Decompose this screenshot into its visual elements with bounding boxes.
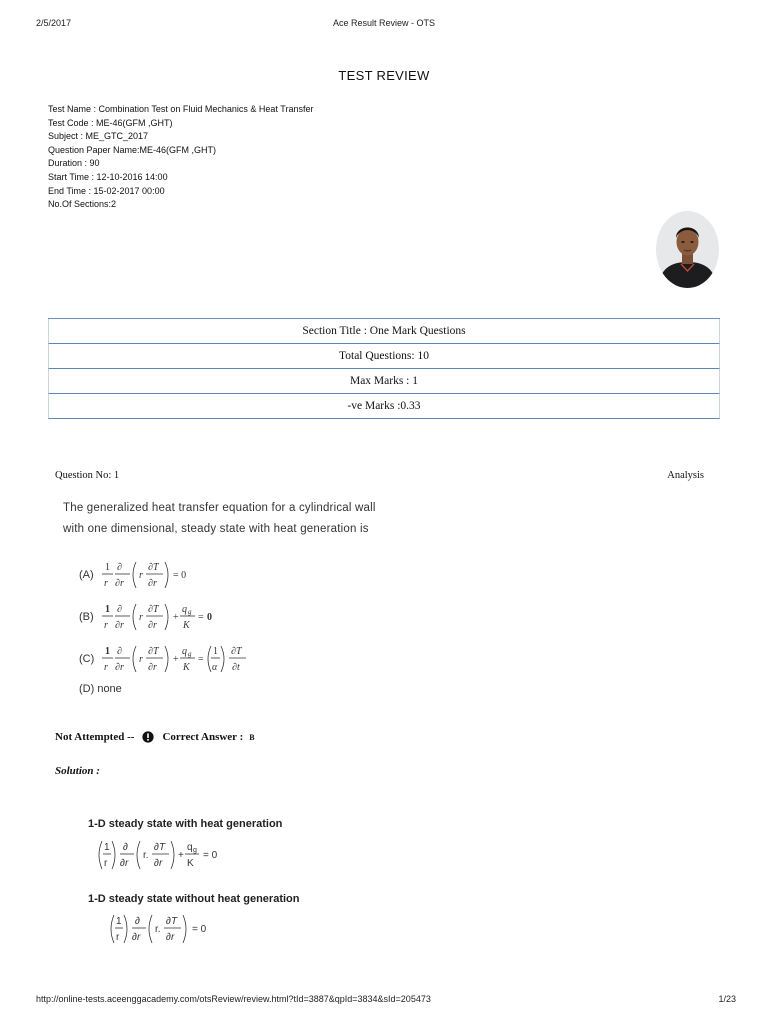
svg-text:g: g [188,608,192,616]
end-time: End Time : 15-02-2017 00:00 [48,185,165,196]
svg-text:r: r [104,858,108,869]
negative-marks: -ve Marks :0.33 [48,394,720,419]
svg-text:α: α [212,662,218,673]
svg-text:r.: r. [155,924,161,935]
svg-text:g: g [188,650,192,658]
svg-text:r: r [116,932,120,943]
svg-text:g: g [193,847,197,854]
solution-heading-without-generation: 1-D steady state without heat generation [88,893,300,905]
svg-text:r: r [104,578,108,589]
svg-text:∂: ∂ [117,562,122,573]
analysis-link[interactable]: Analysis [667,470,704,481]
svg-text:+: + [173,654,179,665]
svg-text:∂T: ∂T [148,604,159,615]
svg-text:∂T: ∂T [148,562,159,573]
svg-text:∂r: ∂r [148,662,157,673]
svg-text:∂T: ∂T [231,646,242,657]
svg-text:∂r: ∂r [148,620,157,631]
option-a-equation [101,558,191,594]
total-questions: Total Questions: 10 [48,344,720,369]
svg-text:r: r [139,570,143,581]
page-url: http://online-tests.aceenggacademy.com/otsReview/review.html?tId=3887&qpId=3834&sId=205473 [36,994,431,1004]
svg-text:r: r [139,612,143,623]
svg-text:q: q [182,604,187,615]
solution-label: Solution : [55,765,100,777]
correct-answer-value: B [249,732,255,742]
svg-text:K: K [183,662,190,673]
svg-text:∂r: ∂r [148,578,157,589]
question-number: Question No: 1 [55,470,120,481]
start-time: Start Time : 12-10-2016 14:00 [48,171,168,182]
sections-count: No.Of Sections:2 [48,199,117,210]
svg-text:1: 1 [116,916,122,927]
subject: Subject : ME_GTC_2017 [48,131,149,142]
section-summary [48,318,720,419]
option-b-label: (B) [79,611,94,623]
svg-text:r: r [104,662,108,673]
question-text-line: with one dimensional, steady state with heat generation is [63,523,369,535]
svg-text:∂r: ∂r [115,620,124,631]
svg-text:∂r: ∂r [120,858,129,869]
option-c-equation [101,642,251,678]
svg-text:∂r: ∂r [115,662,124,673]
svg-text:∂t: ∂t [232,662,240,673]
question-text-line: The generalized heat transfer equation for a cylindrical wall [63,502,376,514]
svg-text:r: r [139,654,143,665]
svg-text:1: 1 [105,646,110,657]
question-text [63,498,376,540]
svg-text:∂r: ∂r [115,578,124,589]
option-d: (D) none [79,683,122,695]
solution-heading-with-generation: 1-D steady state with heat generation [88,818,283,830]
svg-text:=: = [198,654,204,665]
svg-text:∂T: ∂T [154,842,166,853]
max-marks: Max Marks : 1 [48,369,720,394]
test-meta [48,103,313,212]
svg-text:∂T: ∂T [148,646,159,657]
page-number: 1/23 [718,994,736,1004]
svg-text:∂r: ∂r [166,932,175,943]
svg-text:1: 1 [105,562,110,573]
svg-text:=: = [198,612,204,623]
option-a-label: (A) [79,569,94,581]
question-paper-name: Question Paper Name:ME-46(GFM ,GHT) [48,144,217,155]
section-title: Section Title : One Mark Questions [48,319,720,344]
svg-text:0: 0 [207,612,212,623]
svg-text:∂: ∂ [117,604,122,615]
solution-equation-with-generation [96,838,226,874]
svg-text:1: 1 [104,842,110,853]
svg-text:1: 1 [105,604,110,615]
avatar [656,211,719,288]
svg-text:∂r: ∂r [154,858,163,869]
page-title: TEST REVIEW [338,68,430,83]
print-page-title: Ace Result Review - OTS [332,18,436,28]
svg-text:r: r [104,620,108,631]
svg-text:= 0: = 0 [173,570,187,581]
print-date: 2/5/2017 [36,18,72,28]
svg-text:q: q [187,842,193,853]
svg-text:∂r: ∂r [132,932,141,943]
test-code: Test Code : ME-46(GFM ,GHT) [48,117,173,128]
svg-text:∂T: ∂T [166,916,178,927]
svg-text:K: K [187,858,194,869]
svg-text:= 0: = 0 [192,924,207,935]
svg-text:+: + [173,612,179,623]
solution-equation-without-generation [108,912,218,948]
svg-text:∂: ∂ [123,842,128,853]
not-attempted-label: Not Attempted -- [55,731,135,743]
duration: Duration : 90 [48,158,100,169]
svg-text:K: K [183,620,190,631]
svg-text:q: q [182,646,187,657]
option-b-equation [101,600,216,636]
svg-text:+: + [178,850,184,861]
svg-text:∂: ∂ [117,646,122,657]
svg-text:r.: r. [143,850,149,861]
correct-answer-label: Correct Answer : [162,731,244,743]
answer-status [55,731,255,743]
svg-text:1: 1 [213,646,218,657]
exclamation-circle-icon [142,731,154,743]
svg-text:= 0: = 0 [203,850,218,861]
option-c-label: (C) [79,653,95,665]
test-name: Test Name : Combination Test on Fluid Mechanics & Heat Transfer [48,104,314,114]
svg-text:∂: ∂ [135,916,140,927]
